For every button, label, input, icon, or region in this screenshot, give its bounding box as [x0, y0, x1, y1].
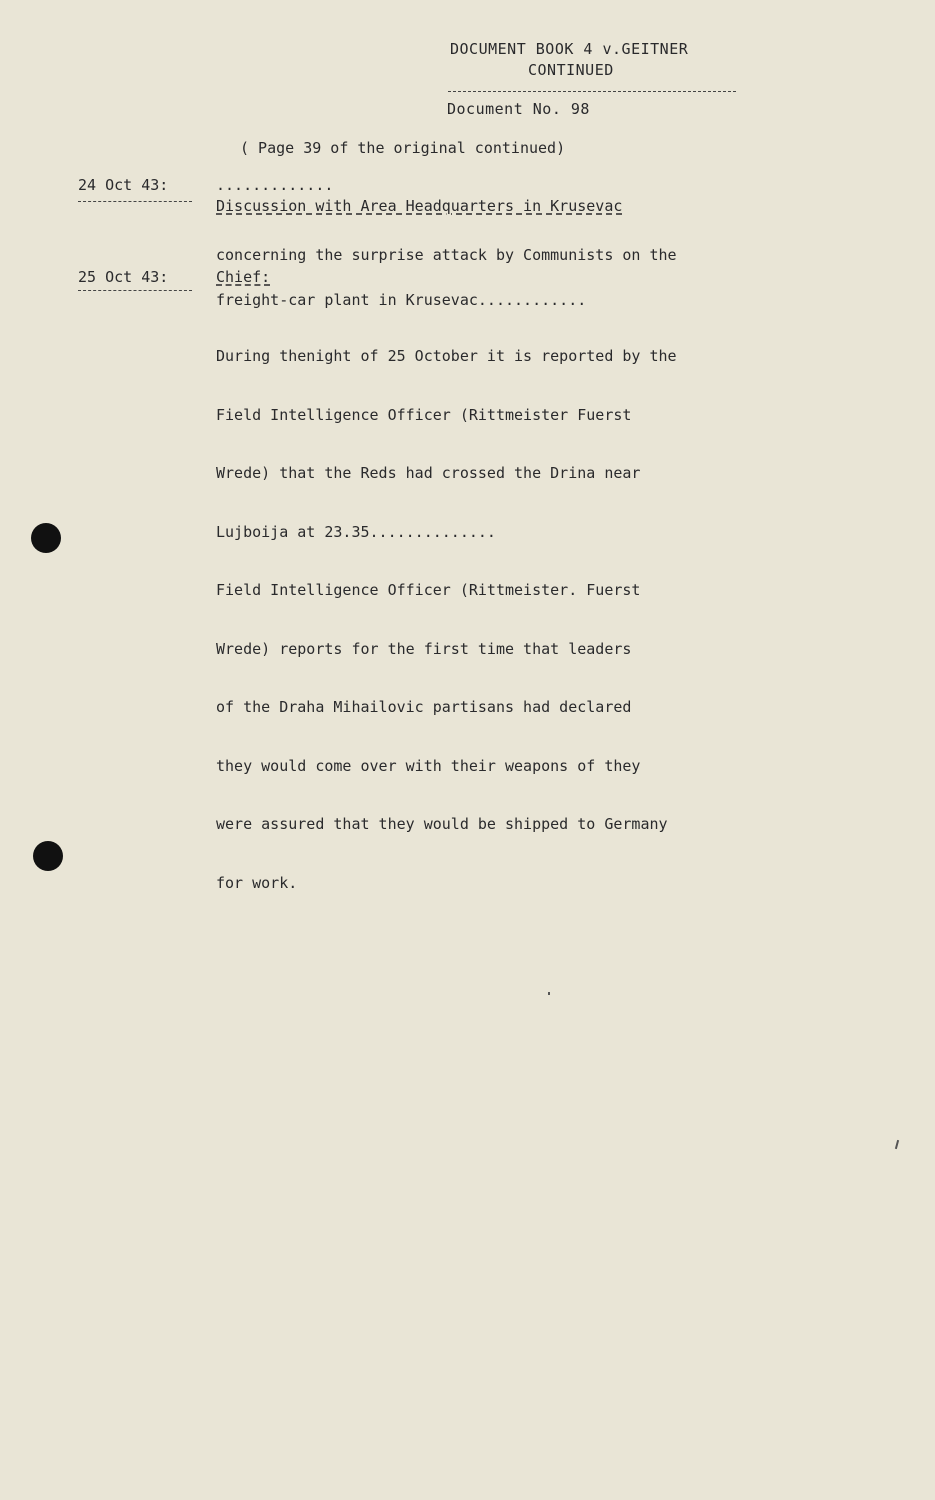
entry-dots-1: ............. — [216, 176, 334, 194]
entry-heading-2: Chief: — [216, 268, 271, 286]
text-line: for work. — [216, 873, 298, 892]
text-line: Wrede) that the Reds had crossed the Drina near — [216, 464, 641, 482]
entry-text-2 — [216, 308, 677, 932]
paper-speck — [548, 992, 550, 995]
entry-heading-1: Discussion with Area Headquarters in Krusevac — [216, 197, 623, 215]
document-number: Document No. 98 — [447, 100, 590, 118]
page-note: ( Page 39 of the original continued) — [240, 139, 566, 157]
document-book-title: DOCUMENT BOOK 4 v.GEITNER — [450, 40, 689, 58]
text-line: Wrede) reports for the first time that leaders — [216, 639, 632, 658]
text-line: Field Intelligence Officer (Rittmeister. Fuerst — [216, 581, 641, 599]
text-line: were assured that they would be shipped to Germany — [216, 815, 668, 833]
text-line: concerning the surprise attack by Communists on the — [216, 246, 677, 264]
text-line: freight-car plant in Krusevac............ — [216, 291, 587, 309]
entry-date-2: 25 Oct 43: — [78, 268, 169, 286]
entry-date-divider-1 — [78, 201, 192, 202]
punch-hole-top — [31, 523, 61, 553]
text-line: of the Draha Mihailovic partisans had declared — [216, 698, 632, 716]
entry-date-1: 24 Oct 43: — [78, 176, 169, 194]
text-line: During thenight of 25 October it is reported by the — [216, 347, 677, 365]
continued-label: CONTINUED — [528, 61, 614, 79]
text-line: Field Intelligence Officer (Rittmeister Fuerst — [216, 405, 632, 424]
text-line: Lujboija at 23.35.............. — [216, 522, 496, 541]
punch-hole-bottom — [33, 841, 63, 871]
entry-date-divider-2 — [78, 290, 192, 291]
paper-speck — [895, 1140, 899, 1149]
header-divider — [448, 91, 736, 92]
text-line: they would come over with their weapons of they — [216, 756, 641, 775]
